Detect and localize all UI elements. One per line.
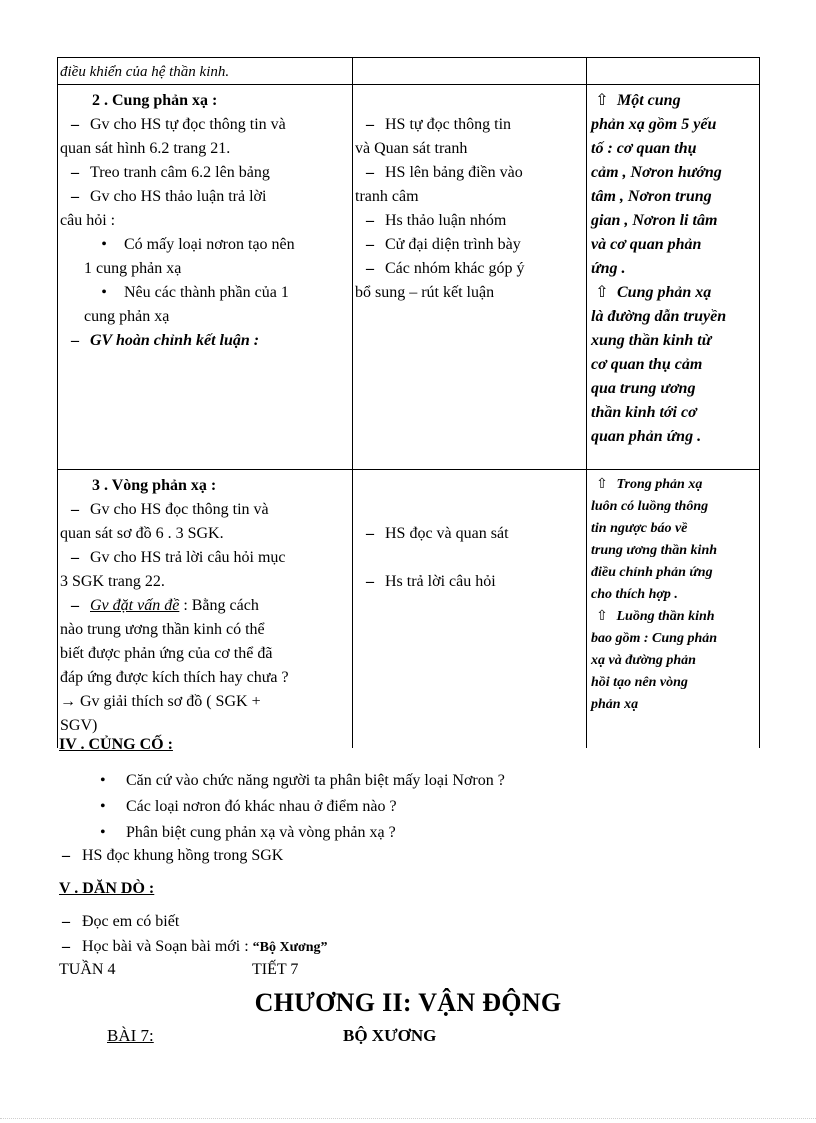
content-cell [587, 470, 760, 749]
text-line: quan sát hình 6.2 trang 21. [60, 140, 231, 157]
content-cell [587, 85, 760, 470]
text-line: qua trung ương [591, 380, 696, 397]
dash-marker: – [71, 188, 79, 205]
text-line: Gv cho HS trả lời câu hỏi mục [90, 549, 286, 566]
table-cell [587, 58, 760, 85]
dash-marker: – [366, 236, 374, 253]
text-line: HS đọc và quan sát [385, 525, 509, 542]
text-line: luôn có luồng thông [591, 499, 709, 514]
dash-marker: – [366, 260, 374, 277]
text-line: Một cung [617, 92, 681, 109]
lesson-title: BỘ XƯƠNG [343, 1026, 437, 1045]
text-line: nào trung ương thần kinh có thể [60, 621, 265, 638]
table-cell [58, 58, 353, 85]
text-line: HS đọc khung hồng trong SGK [82, 847, 284, 864]
text-line: Nêu các thành phần của 1 [124, 284, 289, 301]
dash-marker: – [71, 164, 79, 181]
heading-text: Cung phản xạ : [112, 92, 218, 109]
dash-marker: – [71, 501, 79, 518]
text-line: Hs thảo luận nhóm [385, 212, 507, 229]
dash-marker: – [71, 116, 79, 133]
text-line: bổ sung – rút kết luận [355, 284, 495, 301]
list-item: • Các loại nơron đó khác nhau ở điểm nào ? [100, 794, 505, 820]
dash-marker: – [71, 332, 79, 349]
table-row [58, 470, 760, 749]
text-line: → Gv giải thích sơ đồ ( SGK + [60, 693, 261, 710]
text-line: phản xạ [591, 697, 639, 712]
cungco-dash-line [62, 847, 283, 865]
text-line: bao gồm : Cung phản [591, 631, 718, 646]
dash-marker: – [71, 597, 79, 614]
table-cell [353, 58, 587, 85]
arrow-up-icon: ⇧ [595, 284, 609, 301]
teacher-activity-cell [58, 85, 353, 470]
dash-marker: – [62, 938, 70, 955]
text-line: quan phản ứng . [591, 428, 702, 445]
lesson-table [57, 57, 760, 748]
dash-marker: – [62, 913, 70, 930]
text-line: Hs trả lời câu hỏi [385, 573, 496, 590]
bullet-marker: • [101, 236, 107, 253]
arrow-up-icon: ⇧ [595, 92, 609, 109]
text-line: Gv cho HS đọc thông tin và [90, 501, 269, 518]
dash-marker: – [71, 549, 79, 566]
text-line: điều chỉnh phản ứng [591, 565, 713, 580]
text-line: tâm , Nơron trung [591, 188, 712, 205]
text-line: SGV) [60, 717, 98, 734]
heading-number: 3 . [92, 477, 108, 494]
text-line: biết được phản ứng của cơ thể đã [60, 645, 273, 662]
dash-marker: – [366, 164, 374, 181]
text-line: xạ và đường phản [591, 653, 696, 668]
text-line: Gv cho HS tự đọc thông tin và [90, 116, 286, 133]
text-line: quan sát sơ đồ 6 . 3 SGK. [60, 525, 224, 542]
text-line: Cử đại diện trình bày [385, 236, 521, 253]
text-line: tố : cơ quan thụ [591, 140, 697, 157]
text-line: Gv cho HS thảo luận trả lời [90, 188, 267, 205]
dash-marker: – [366, 212, 374, 229]
problem-label: Gv đặt vấn đề [90, 597, 180, 614]
heading-text: Vòng phản xạ : [111, 477, 217, 494]
section-heading [60, 474, 349, 498]
continued-text: điều khiển của hệ thần kinh. [60, 64, 230, 80]
bullet-marker: • [101, 284, 107, 301]
text-line: cho thích hợp . [591, 587, 678, 602]
cungco-title: IV . CỦNG CỐ : [59, 736, 173, 753]
text-line: Các nhóm khác góp ý [385, 260, 525, 277]
text-line: xung thần kinh từ [591, 332, 712, 349]
text-line: cung phản xạ [84, 308, 170, 325]
chapter-title: CHƯƠNG II: VẬN ĐỘNG [254, 988, 562, 1017]
text-line: Luồng thần kinh [616, 609, 715, 624]
text-line: Treo tranh câm 6.2 lên bảng [90, 164, 270, 181]
section-heading [60, 89, 349, 113]
conclusion-line: GV hoàn chỉnh kết luận : [90, 332, 260, 349]
text-line: Có mấy loại nơron tạo nên [124, 236, 295, 253]
dando-dash-line [62, 913, 179, 931]
text-line: thần kinh tới cơ [591, 404, 697, 421]
dando-title: V . DĂN DÒ : [59, 880, 155, 897]
student-activity-cell [353, 470, 587, 749]
dash-marker: – [366, 573, 374, 590]
text-line: trung ương thần kinh [591, 543, 718, 558]
week-label: TUẦN 4 [59, 961, 116, 978]
period-label: TIẾT 7 [252, 961, 299, 978]
text-line: đáp ứng được kích thích hay chưa ? [60, 669, 289, 686]
text-line: ứng . [591, 260, 626, 277]
page-bottom-divider [0, 1118, 816, 1119]
heading-number: 2 . [92, 92, 108, 109]
arrow-up-icon: ⇧ [596, 609, 608, 624]
lesson-name: “Bộ Xương” [252, 940, 328, 955]
cungco-bullet-list [100, 768, 505, 846]
teacher-activity-cell [58, 470, 353, 749]
table-row [58, 85, 760, 470]
text-line: : Bằng cách [183, 597, 259, 614]
text-line: tin ngược báo về [591, 521, 688, 536]
text-line: Đọc em có biết [82, 913, 180, 930]
text-line: 1 cung phản xạ [84, 260, 182, 277]
text-line: cảm , Nơron hướng [591, 164, 722, 181]
table-row [58, 58, 760, 85]
text-line: và cơ quan phản [591, 236, 702, 253]
lesson-number: BÀI 7: [107, 1026, 154, 1045]
arrow-up-icon: ⇧ [596, 477, 608, 492]
text-line: gian , Nơron li tâm [591, 212, 718, 229]
text-line: cơ quan thụ cảm [591, 356, 703, 373]
text-line: là đường dẫn truyền [591, 308, 727, 325]
text-line: HS tự đọc thông tin [385, 116, 512, 133]
text-line: Học bài và Soạn bài mới : [82, 938, 253, 955]
text-line: và Quan sát tranh [355, 140, 468, 157]
list-item: • Phân biệt cung phản xạ và vòng phản xạ ? [100, 820, 505, 846]
text-line: phản xạ gồm 5 yếu [591, 116, 717, 133]
text-line: 3 SGK trang 22. [60, 573, 165, 590]
text-line: tranh câm [355, 188, 419, 205]
dash-marker: – [366, 116, 374, 133]
dash-marker: – [62, 847, 70, 864]
list-item: • Căn cứ vào chức năng người ta phân biệt mấy loại Nơron ? [100, 768, 505, 794]
text-line: câu hỏi : [60, 212, 116, 229]
dando-dash-line [62, 938, 328, 956]
text-line: HS lên bảng điền vào [385, 164, 523, 181]
dash-marker: – [366, 525, 374, 542]
student-activity-cell [353, 85, 587, 470]
text-line: Trong phản xạ [616, 477, 703, 492]
text-line: hồi tạo nên vòng [591, 675, 688, 690]
text-line: Cung phản xạ [617, 284, 712, 301]
